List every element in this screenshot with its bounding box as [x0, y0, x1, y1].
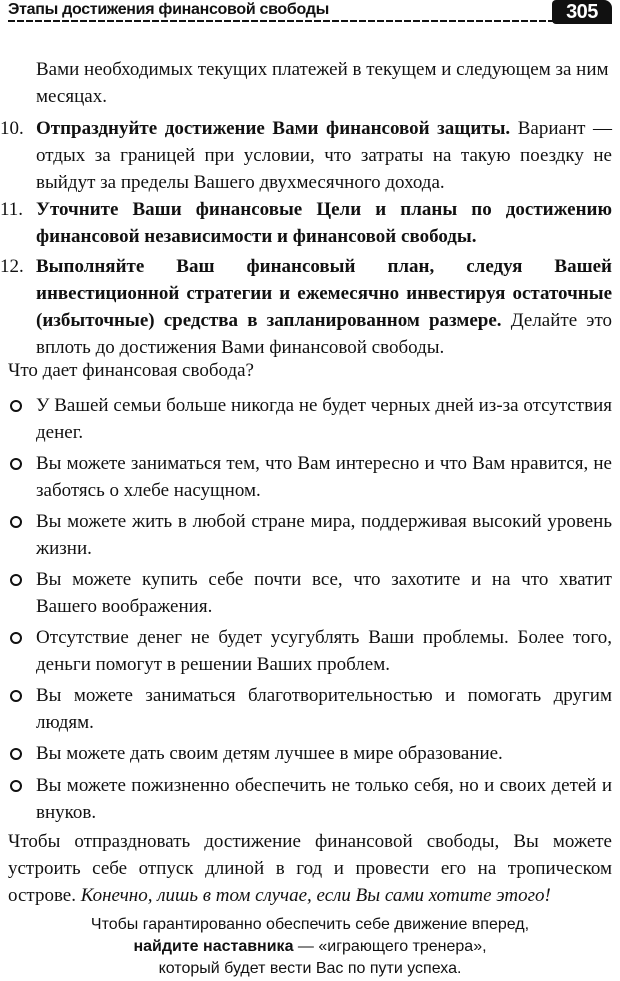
bullet-circle-icon — [10, 632, 22, 644]
bullet-circle-icon — [10, 400, 22, 412]
bullet-circle-icon — [10, 516, 22, 528]
page-number-badge: 305 — [552, 0, 612, 24]
bullet-item — [8, 772, 612, 826]
note-line-1: Чтобы гарантированно обеспечить себе движение вперед, — [90, 916, 530, 933]
bullet-item — [8, 566, 612, 620]
bullet-circle-icon — [10, 780, 22, 792]
note-bold-text: найдите наставника — [133, 938, 294, 955]
numbered-item-11 — [0, 196, 612, 250]
item-number: 11. — [0, 199, 24, 220]
bullet-text: Вы можете дать своим детям лучшее в мире образование. — [36, 743, 503, 764]
numbered-item-10 — [0, 115, 612, 196]
note-line-2-rest: — «играющего тренера», — [293, 938, 487, 955]
closing-text: Чтобы отпраздновать достижение финансовой свободы, Вы можете устроить себе отпуск длиной в год и провести его на тропическом острове. — [8, 831, 612, 906]
bullet-item — [8, 682, 612, 736]
bullet-text: Вы можете купить себе почти все, что захотите и на что хватит Вашего воображения. — [36, 569, 612, 617]
item-plain-text: Вариант — отдых за границей при условии, что затраты на такую поездку не выйдут за пределы Вашего двухмесячного дохода. — [36, 118, 612, 193]
bullet-item — [8, 740, 612, 767]
item-number: 10. — [0, 118, 24, 139]
header-rule — [8, 20, 556, 22]
bullet-text: Вы можете пожизненно обеспечить не только себя, но и своих детей и внуков. — [36, 775, 612, 823]
item-bold-text: Уточните Ваши финансовые Цели и планы по достижению финансовой независимости и финансовой свободы. — [36, 199, 612, 247]
bullet-circle-icon — [10, 574, 22, 586]
note-line-2 — [40, 936, 580, 958]
numbered-item-12 — [0, 253, 612, 361]
item-text — [36, 115, 612, 196]
item-bold-text: Отпразднуйте достижение Вами финансовой защиты. — [36, 118, 511, 139]
closing-paragraph — [8, 828, 612, 909]
continuation-text: Вами необходимых текущих платежей в текущем и следующем за ним месяцах. — [36, 59, 609, 107]
item-number: 12. — [0, 256, 24, 277]
bullet-circle-icon — [10, 748, 22, 760]
bullet-text: Вы можете заниматься благотворительностью и помогать другим людям. — [36, 685, 612, 733]
bullet-text: Вы можете заниматься тем, что Вам интересно и что Вам нравится, не заботясь о хлебе насущном. — [36, 453, 612, 501]
bullet-item — [8, 624, 612, 678]
question-text: Что дает финансовая свобода? — [8, 360, 254, 381]
item-text — [36, 253, 612, 361]
bullet-text: Вы можете жить в любой стране мира, поддерживая высокий уровень жизни. — [36, 511, 612, 559]
bullet-item — [8, 392, 612, 446]
bullet-circle-icon — [10, 690, 22, 702]
item-bold-text: Выполняйте Ваш финансовый план, следуя Вашей инвестиционной стратегии и ежемесячно инвестируя остаточные (избыточные) средства в запланированном размере. — [36, 256, 612, 331]
closing-italic-text: Конечно, лишь в том случае, если Вы сами хотите этого! — [80, 885, 551, 906]
bullet-item — [8, 450, 612, 504]
bullet-text: У Вашей семьи больше никогда не будет черных дней из-за отсутствия денег. — [36, 395, 612, 443]
bullet-text: Отсутствие денег не будет усугублять Ваши проблемы. Более того, деньги помогут в решении Ваших проблем. — [36, 627, 612, 675]
bullet-circle-icon — [10, 458, 22, 470]
item-plain-text: Делайте это вплоть до достижения Вами финансовой свободы. — [36, 310, 612, 358]
callout-note — [40, 914, 580, 980]
item-text — [36, 196, 612, 250]
header-title: Этапы достижения финансовой свободы — [8, 1, 329, 18]
note-line-3: который будет вести Вас по пути успеха. — [158, 960, 462, 977]
bullet-item — [8, 508, 612, 562]
running-header — [8, 0, 612, 24]
